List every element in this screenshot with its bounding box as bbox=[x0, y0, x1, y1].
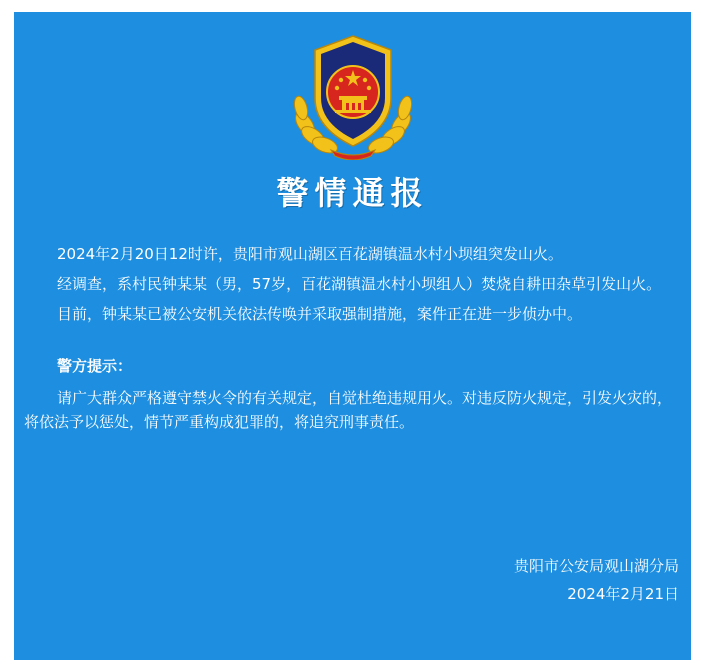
notice-body bbox=[24, 242, 684, 442]
warning-text: 请广大群众严格遵守禁火令的有关规定，自觉杜绝违规用火。对违反防火规定，引发火灾的，将依法予以惩处，情节严重构成犯罪的，将追究刑事责任。 bbox=[24, 389, 673, 431]
warning-heading: 警方提示： bbox=[57, 357, 133, 375]
issuer-name: 贵阳市公安局观山湖分局 bbox=[513, 557, 679, 575]
police-notice-card bbox=[14, 12, 691, 660]
paragraph-incident: 2024年2月20日12时许，贵阳市观山湖区百花湖镇温水村小坝组突发山火。 bbox=[57, 245, 563, 263]
police-emblem-icon bbox=[291, 32, 415, 160]
signature-block bbox=[514, 552, 679, 608]
notice-title: 警情通报 bbox=[276, 174, 429, 212]
paragraph-status: 目前，钟某某已被公安机关依法传唤并采取强制措施，案件正在进一步侦办中。 bbox=[57, 305, 583, 323]
issue-date: 2024年2月21日 bbox=[567, 585, 679, 603]
paragraph-investigation: 经调查，系村民钟某某（男，57岁，百花湖镇温水村小坝组人）焚烧自耕田杂草引发山火。 bbox=[57, 275, 662, 293]
